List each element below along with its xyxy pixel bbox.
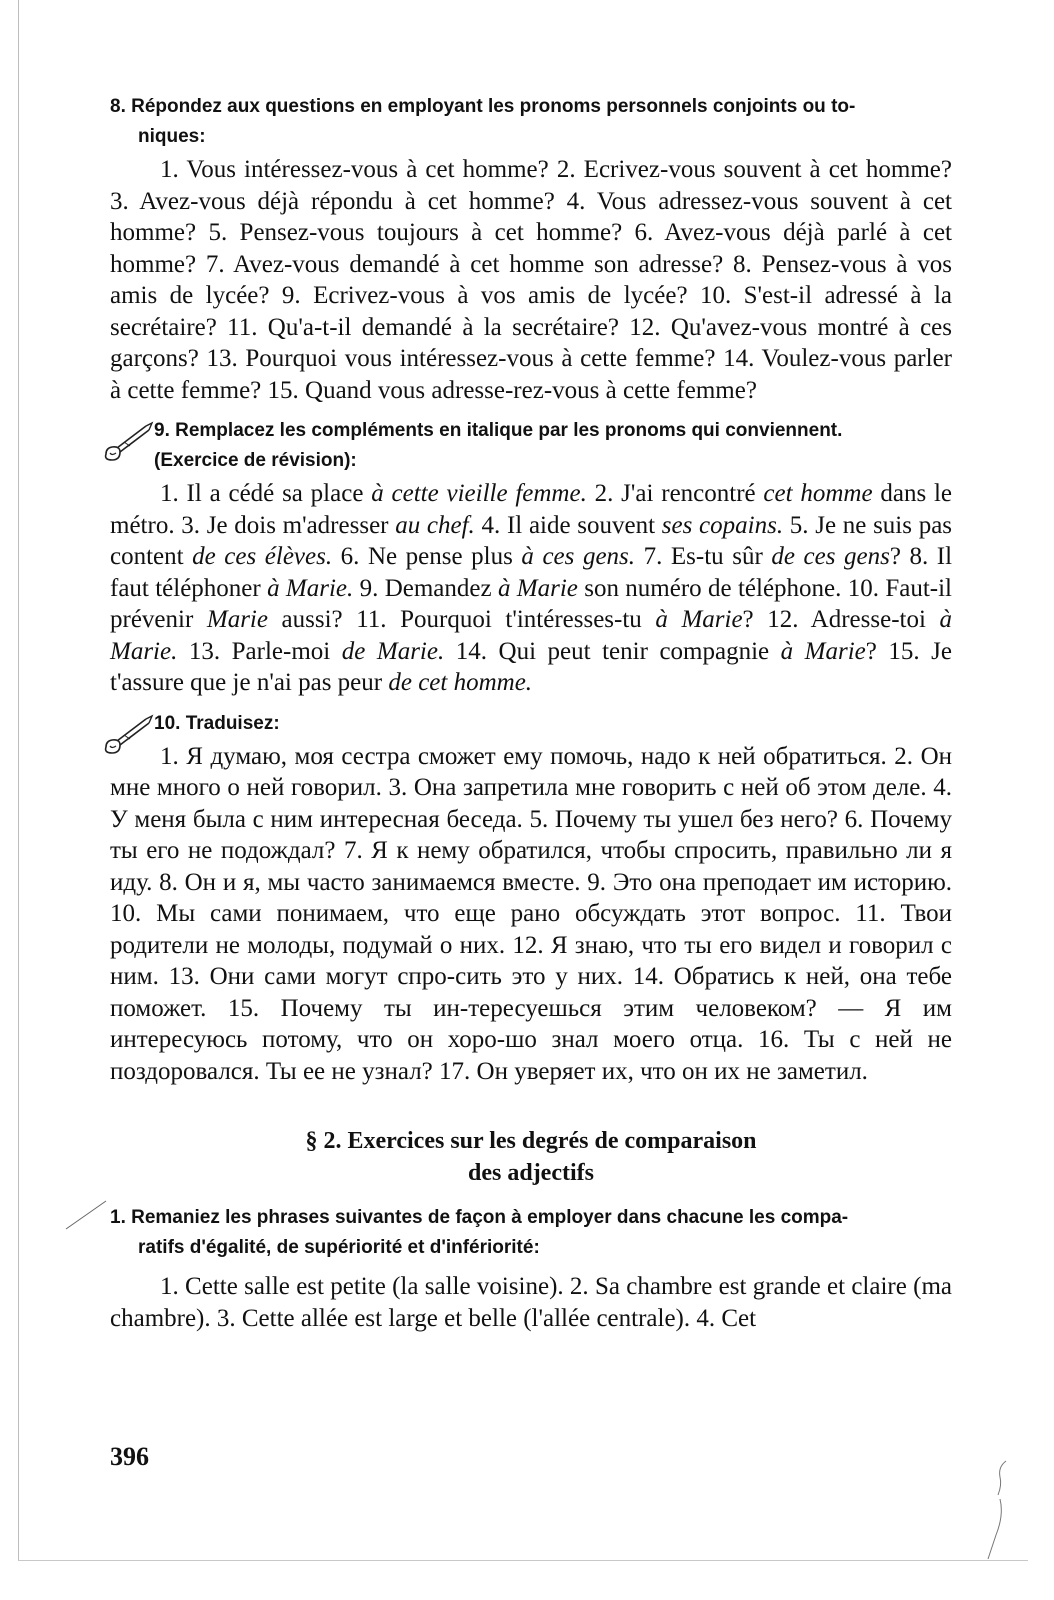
text-run: dans le métro. 3. Je dois m'adresser: [110, 480, 953, 539]
text-run: 14. Qui peut tenir compagnie: [444, 637, 781, 665]
exercise-10-title: 10. Traduisez:: [154, 712, 280, 734]
italic-complement: de ces élèves.: [192, 543, 333, 570]
exercise-9-body: [110, 478, 952, 699]
italic-complement: au chef.: [395, 511, 475, 539]
text-run: ? 12. Adresse-toi: [742, 606, 940, 633]
exercise-8: [110, 92, 952, 406]
italic-complement: à Marie: [497, 574, 578, 602]
pencil-hand-icon: [102, 713, 154, 757]
text-run: 5. Je ne suis pas content: [110, 511, 953, 570]
section-exercise-1-title-line2: ratifs d'égalité, de supériorité et d'infériorité:: [138, 1237, 540, 1258]
italic-complement: Marie: [206, 606, 268, 633]
exercise-8-title-line1: 8. Répondez aux questions en employant les pronoms personnels conjoints ou to-: [110, 96, 856, 117]
section-title: [110, 1125, 952, 1189]
section-title-line1: § 2. Exercices sur les degrés de comparaison: [305, 1128, 757, 1154]
pencil-stroke-mark: [64, 1197, 108, 1231]
corner-handwritten-mark: [978, 1455, 1018, 1565]
exercise-9-title: [110, 416, 952, 476]
scan-edge-bottom: [18, 1560, 1028, 1561]
exercise-9: [110, 416, 952, 699]
section-exercise-1-title-line1: 1. Remaniez les phrases suivantes de façon à employer dans chacune les compa-: [110, 1207, 849, 1228]
text-run: son numéro de téléphone. 10. Faut-il prévenir: [110, 574, 952, 633]
text-run: 6. Ne pense plus: [332, 543, 522, 570]
page-number: 396: [110, 1442, 149, 1471]
exercise-9-title-line1: 9. Remplacez les compléments en italique par les pronoms qui conviennent.: [154, 420, 843, 441]
exercise-8-title: [110, 92, 952, 152]
section-exercise-1: [110, 1203, 952, 1334]
text-run: ? 15. Je t'assure que je n'ai pas peur: [110, 637, 952, 696]
text-run: 7. Es-tu sûr: [635, 543, 772, 570]
italic-complement: ses copains.: [661, 511, 784, 539]
exercise-9-title-line2: (Exercice de révision):: [154, 450, 357, 471]
italic-complement: de ces gens: [771, 543, 890, 570]
italic-complement: à Marie: [780, 637, 866, 665]
text-run: ? 8. Il faut téléphoner: [110, 543, 953, 602]
italic-complement: à cette vieille femme.: [371, 480, 587, 507]
italic-complement: à Marie.: [110, 606, 952, 665]
exercise-10-body: 1. Я думаю, моя сестра сможет ему помочь, надо к ней обратиться. 2. Он мне много о ней говорил. 3. Она запретила мне говорить с ней об этом деле. 4. У меня была с ним интересная беседа. 5. Почему ты ушел без него? 6. Почему ты его не подождал? 7. Я к нему обратился, чтобы спросить, правильно ли я иду. 8. Он и я, мы часто занимаемся вместе. 9. Это она преподает им историю. 10. Мы сами понимаем, что еще рано обсуждать этот вопрос. 11. Твои родители не молоды, подумай о них. 12. Я знаю, что ты его видел и говорил с ним. 13. Они сами могут спро-сить это у них. 14. Обратись к ней, она тебе поможет. 15. Почему ты ин-тересуешься этим человеком? — Я им интересуюсь потому, что он хоро-шо знал моего отца. 16. Ты с ней не поздоровался. Ты ее не узнал? 17. Он уверяет их, что он их не заметил.: [110, 742, 952, 1085]
text-run: 9. Demandez: [353, 574, 498, 602]
text-run: 4. Il aide souvent: [474, 511, 662, 539]
italic-complement: à Marie: [655, 606, 743, 633]
section-title-line2: des adjectifs: [468, 1160, 594, 1186]
text-run: aussi? 11. Pourquoi t'intéresses-tu: [267, 606, 656, 633]
italic-complement: à Marie.: [267, 574, 354, 602]
italic-complement: à ces gens.: [521, 543, 636, 570]
exercise-8-title-line2: niques:: [138, 126, 206, 147]
italic-complement: de cet homme.: [388, 669, 533, 696]
text-run: 2. J'ai rencontré: [586, 480, 764, 507]
scan-edge: [18, 0, 19, 1560]
page-content: [110, 92, 952, 1334]
exercise-10: [110, 709, 952, 1088]
section-exercise-1-body: 1. Cette salle est petite (la salle voisine). 2. Sa chambre est grande et claire (ma chambre). 3. Cette allée est large et belle (l'allée centrale). 4. Cet: [110, 1273, 952, 1332]
italic-complement: cet homme: [763, 480, 873, 507]
exercise-8-body: 1. Vous intéressez-vous à cet homme? 2. Ecrivez-vous souvent à cet homme? 3. Avez-vous déjà répondu à cet homme? 4. Vous adressez-vous souvent à cet homme? 5. Pensez-vous toujours à cet homme? 6. Avez-vous déjà parlé à cet homme? 7. Avez-vous demandé à cet homme son adresse? 8. Pensez-vous à vos amis de lycée? 9. Ecrivez-vous à vos amis de lycée? 10. S'est-il adressé à la secrétaire? 11. Qu'a-t-il demandé à la secrétaire? 12. Qu'avez-vous montré à ces garçons? 13. Pourquoi vous intéressez-vous à cette femme? 14. Voulez-vous parler à cette femme? 15. Quand vous adresse-rez-vous à cette femme?: [110, 156, 952, 404]
text-run: 1. Il a cédé sa place: [160, 480, 372, 507]
italic-complement: de Marie.: [341, 637, 445, 665]
text-run: 13. Parle-moi: [177, 637, 342, 665]
section-exercise-1-title: [110, 1203, 952, 1263]
pencil-hand-icon: [102, 420, 154, 464]
